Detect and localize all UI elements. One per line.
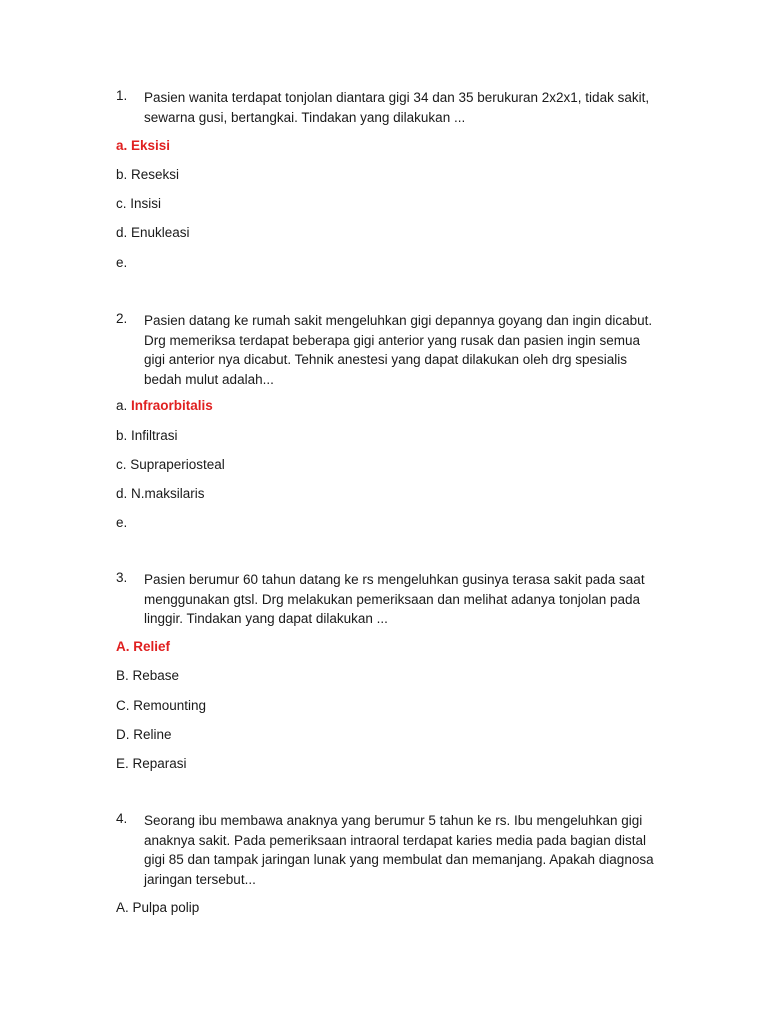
- option-correct: a. Eksisi: [116, 138, 171, 153]
- option: e.: [116, 255, 128, 270]
- option-correct: A. Relief: [116, 639, 171, 654]
- option: b. Infiltrasi: [116, 428, 178, 443]
- option-answer: Infraorbitalis: [131, 398, 213, 413]
- question-text: Pasien datang ke rumah sakit mengeluhkan gigi depannya goyang dan ingin dicabut. Drg memeriksa terdapat beberapa gigi anterior yang rusak dan pasien ingin semua gigi anterior nya dicabut. Tehnik anestesi yang dapat dilakukan oleh drg spesialis bedah mulut adalah...: [144, 313, 653, 387]
- option: B. Rebase: [116, 668, 180, 683]
- option-correct: [116, 396, 213, 415]
- option: b. Reseksi: [116, 167, 180, 182]
- option: c. Insisi: [116, 196, 162, 211]
- option: d. Enukleasi: [116, 225, 190, 240]
- question-number: 2.: [116, 311, 128, 326]
- question-text: Seorang ibu membawa anaknya yang berumur 5 tahun ke rs. Ibu mengeluhkan gigi anaknya sakit. Pada pemeriksaan intraoral terdapat karies media pada bagian distal gigi 85 dan tampak jaringan lunak yang membulat dan memanjang. Apakah diagnosa jaringan tersebut...: [144, 813, 654, 887]
- option: D. Reline: [116, 727, 172, 742]
- option: d. N.maksilaris: [116, 486, 205, 501]
- question-number: 3.: [116, 570, 128, 585]
- option: c. Supraperiosteal: [116, 457, 225, 472]
- option: e.: [116, 515, 128, 530]
- question-text: Pasien berumur 60 tahun datang ke rs mengeluhkan gusinya terasa sakit pada saat menggunakan gtsl. Drg melakukan pemeriksaan dan melihat adanya tonjolan pada linggir. Tindakan yang dapat dilakukan ...: [144, 572, 645, 626]
- question-text: Pasien wanita terdapat tonjolan diantara gigi 34 dan 35 berukuran 2x2x1, tidak sakit, sewarna gusi, bertangkai. Tindakan yang dilakukan ...: [144, 90, 650, 125]
- option-prefix: a.: [116, 398, 128, 413]
- option: A. Pulpa polip: [116, 900, 200, 915]
- option: C. Remounting: [116, 698, 207, 713]
- question-number: 1.: [116, 88, 128, 103]
- option: E. Reparasi: [116, 756, 187, 771]
- question-number: 4.: [116, 811, 128, 826]
